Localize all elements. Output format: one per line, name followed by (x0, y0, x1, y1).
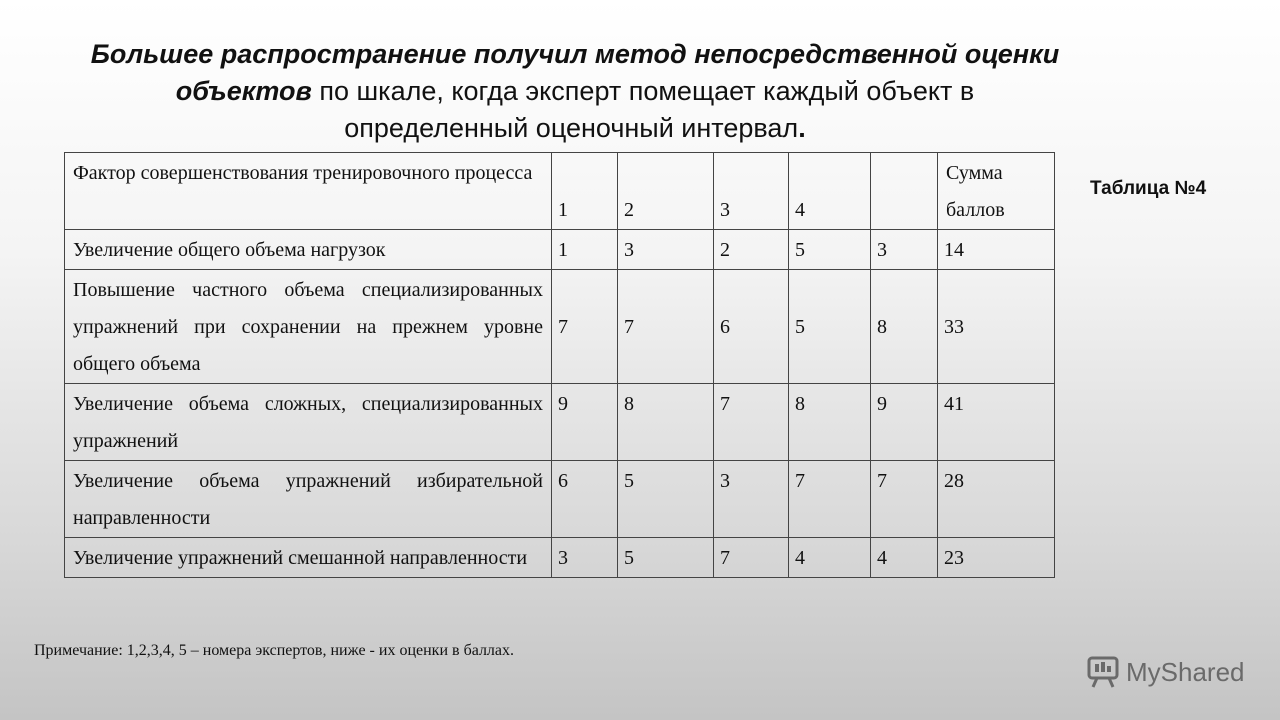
table-row (65, 384, 1055, 461)
table-header-row (65, 153, 1055, 230)
row-factor: Увеличение общего объема нагрузок (65, 230, 552, 270)
row-score: 7 (871, 461, 938, 538)
row-score: 6 (552, 461, 618, 538)
row-score: 7 (714, 538, 789, 578)
header-expert-2: 2 (618, 153, 714, 230)
row-score: 5 (618, 538, 714, 578)
table-row (65, 230, 1055, 270)
row-score: 7 (714, 384, 789, 461)
title-line-3 (60, 110, 1090, 147)
title-line-2-bold: объектов (175, 76, 312, 106)
title-line-2 (60, 73, 1090, 110)
row-sum: 23 (938, 538, 1055, 578)
row-score: 3 (714, 461, 789, 538)
row-score: 4 (789, 538, 871, 578)
table-row (65, 538, 1055, 578)
row-sum: 33 (938, 270, 1055, 384)
table-row (65, 270, 1055, 384)
row-sum: 14 (938, 230, 1055, 270)
row-sum: 41 (938, 384, 1055, 461)
row-score: 4 (871, 538, 938, 578)
title-line-2-rest: по шкале, когда эксперт помещает каждый объект в (311, 76, 975, 106)
row-score: 5 (618, 461, 714, 538)
table-note: Примечание: 1,2,3,4, 5 – номера экспертов, ниже - их оценки в баллах. (34, 642, 515, 659)
header-sum: Сумма баллов (938, 153, 1055, 230)
row-score: 7 (552, 270, 618, 384)
header-expert-1: 1 (552, 153, 618, 230)
row-score: 1 (552, 230, 618, 270)
row-score: 8 (871, 270, 938, 384)
row-score: 2 (714, 230, 789, 270)
row-score: 5 (789, 270, 871, 384)
myshared-logo (1086, 655, 1245, 689)
row-score: 7 (618, 270, 714, 384)
table-row (65, 461, 1055, 538)
header-factor: Фактор совершенствования тренировочного процесса (65, 153, 552, 230)
logo-text: MyShared (1126, 656, 1245, 687)
title-line-1: Большее распространение получил метод непосредственной оценки (90, 39, 1060, 69)
slide-title (60, 36, 1090, 147)
header-expert-3: 3 (714, 153, 789, 230)
row-sum: 28 (938, 461, 1055, 538)
row-factor: Увеличение упражнений смешанной направленности (65, 538, 552, 578)
title-line-3-text: определенный оценочный интервал (344, 113, 799, 143)
title-line-3-dot: . (798, 113, 806, 143)
header-expert-4: 4 (789, 153, 871, 230)
row-score: 3 (618, 230, 714, 270)
row-score: 9 (871, 384, 938, 461)
header-expert-5 (871, 153, 938, 230)
expert-scores-table (64, 152, 1055, 578)
row-score: 7 (789, 461, 871, 538)
row-score: 9 (552, 384, 618, 461)
row-factor: Повышение частного объема специализированных упражнений при сохранении на прежнем уровне общего объема (65, 270, 552, 384)
row-score: 3 (871, 230, 938, 270)
row-score: 5 (789, 230, 871, 270)
row-factor: Увеличение объема упражнений избирательной направленности (65, 461, 552, 538)
row-factor: Увеличение объема сложных, специализированных упражнений (65, 384, 552, 461)
row-score: 6 (714, 270, 789, 384)
row-score: 8 (618, 384, 714, 461)
table-label: Таблица №4 (1090, 178, 1207, 199)
row-score: 8 (789, 384, 871, 461)
projector-board-icon (1086, 655, 1120, 689)
row-score: 3 (552, 538, 618, 578)
